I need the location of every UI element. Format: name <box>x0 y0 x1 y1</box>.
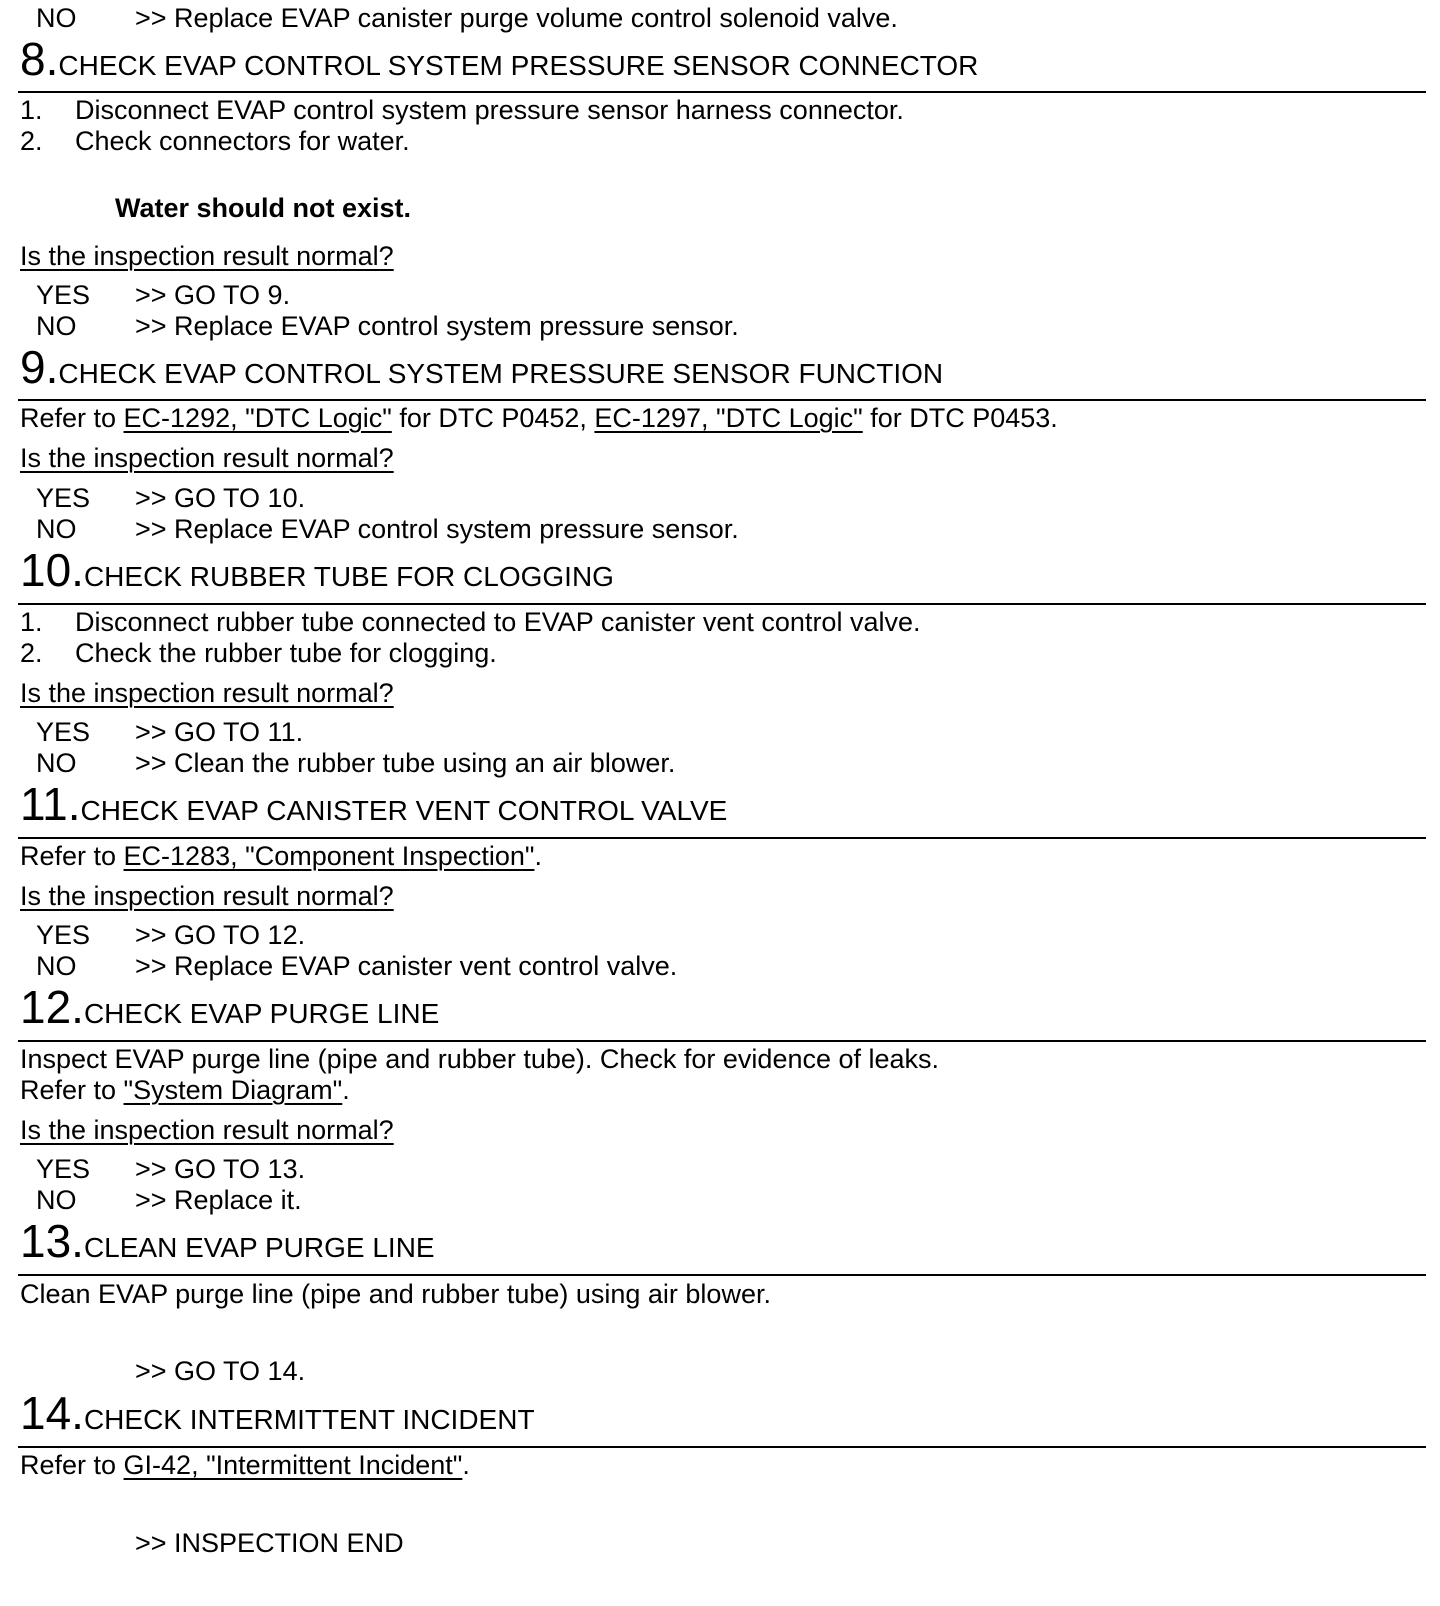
step-13-heading <box>20 1216 435 1266</box>
divider <box>18 837 1426 839</box>
body-text: Clean EVAP purge line (pipe and rubber tube) using air blower. <box>20 1279 771 1309</box>
step-number: 13. <box>20 1215 84 1267</box>
reference-middle: for DTC P0452, <box>391 403 595 433</box>
reference-line <box>20 1449 470 1481</box>
answer-yes-label: YES <box>36 920 91 950</box>
divider <box>18 1040 1426 1042</box>
list-item: Check the rubber tube for clogging. <box>75 638 497 668</box>
answer-no-label: NO <box>36 1185 77 1215</box>
step-title: CHECK INTERMITTENT INCIDENT <box>83 1404 535 1435</box>
reference-link-intermittent-incident[interactable]: GI-42, "Intermittent Incident" <box>123 1450 463 1480</box>
list-item: Check connectors for water. <box>75 126 410 156</box>
step-title: CHECK EVAP CONTROL SYSTEM PRESSURE SENSOR CONNECTOR <box>58 50 979 81</box>
answer-yes-text: >> GO TO 12. <box>135 920 306 950</box>
answer-yes-text: >> GO TO 11. <box>135 717 304 747</box>
divider <box>18 399 1426 401</box>
answer-no-label: NO <box>36 514 77 544</box>
reference-suffix: . <box>534 841 542 871</box>
goto-text: >> GO TO 14. <box>135 1356 306 1386</box>
step-title: CHECK RUBBER TUBE FOR CLOGGING <box>83 561 614 592</box>
step-number: 12. <box>20 981 84 1033</box>
inspection-question: Is the inspection result normal? <box>20 881 394 911</box>
reference-prefix: Refer to <box>20 841 124 871</box>
reference-link-dtc-p0452[interactable]: EC-1292, "DTC Logic" <box>123 403 392 433</box>
step-number: 10. <box>20 544 84 596</box>
reference-prefix: Refer to <box>20 1075 124 1105</box>
step-number: 8. <box>20 33 59 85</box>
list-item: Disconnect rubber tube connected to EVAP canister vent control valve. <box>75 607 921 637</box>
answer-no-text: >> Replace it. <box>135 1185 302 1215</box>
list-number: 2. <box>20 126 43 156</box>
reference-link-system-diagram[interactable]: "System Diagram" <box>123 1075 343 1105</box>
step-number: 11. <box>20 778 81 830</box>
step-14-heading <box>20 1388 535 1438</box>
step-12-heading <box>20 982 439 1032</box>
reference-suffix: . <box>342 1075 350 1105</box>
reference-prefix: Refer to <box>20 403 124 433</box>
divider <box>18 1274 1426 1276</box>
reference-suffix: for DTC P0453. <box>862 403 1058 433</box>
answer-no-label: NO <box>36 311 77 341</box>
answer-yes-label: YES <box>36 1154 91 1184</box>
reference-line <box>20 402 1058 434</box>
divider <box>18 603 1426 605</box>
step-title: CHECK EVAP PURGE LINE <box>83 998 440 1029</box>
reference-line <box>20 840 542 872</box>
answer-yes-label: YES <box>36 280 91 310</box>
divider <box>18 91 1426 93</box>
answer-no-text: >> Replace EVAP control system pressure sensor. <box>135 311 739 341</box>
divider <box>18 1446 1426 1448</box>
answer-yes-text: >> GO TO 9. <box>135 280 291 310</box>
inspection-question: Is the inspection result normal? <box>20 241 394 271</box>
answer-no-text: >> Replace EVAP control system pressure sensor. <box>135 514 739 544</box>
answer-no-text: >> Replace EVAP canister purge volume control solenoid valve. <box>135 3 898 33</box>
list-number: 1. <box>20 607 43 637</box>
end-text: >> INSPECTION END <box>135 1528 404 1558</box>
list-number: 2. <box>20 638 43 668</box>
answer-yes-text: >> GO TO 13. <box>135 1154 306 1184</box>
answer-no-label: NO <box>36 748 77 778</box>
answer-yes-text: >> GO TO 10. <box>135 483 306 513</box>
step-9-heading <box>20 342 943 392</box>
body-text: Inspect EVAP purge line (pipe and rubber tube). Check for evidence of leaks. <box>20 1044 940 1074</box>
step-10-heading <box>20 545 614 595</box>
reference-suffix: . <box>462 1450 470 1480</box>
inspection-question: Is the inspection result normal? <box>20 443 394 473</box>
step-number: 14. <box>20 1387 84 1439</box>
step-11-heading <box>20 779 727 829</box>
answer-yes-label: YES <box>36 717 91 747</box>
list-number: 1. <box>20 95 43 125</box>
note-text: Water should not exist. <box>115 193 412 223</box>
step-number: 9. <box>20 341 59 393</box>
step-title: CLEAN EVAP PURGE LINE <box>83 1232 435 1263</box>
step-title: CHECK EVAP CONTROL SYSTEM PRESSURE SENSOR FUNCTION <box>58 358 944 389</box>
inspection-question: Is the inspection result normal? <box>20 1115 394 1145</box>
reference-link-dtc-p0453[interactable]: EC-1297, "DTC Logic" <box>594 403 863 433</box>
answer-no-text: >> Replace EVAP canister vent control valve. <box>135 951 678 981</box>
answer-no-label: NO <box>36 951 77 981</box>
step-title: CHECK EVAP CANISTER VENT CONTROL VALVE <box>80 795 728 826</box>
step-8-heading <box>20 34 978 84</box>
answer-yes-label: YES <box>36 483 91 513</box>
reference-prefix: Refer to <box>20 1450 124 1480</box>
reference-link-component-inspection[interactable]: EC-1283, "Component Inspection" <box>123 841 535 871</box>
reference-line <box>20 1074 350 1106</box>
list-item: Disconnect EVAP control system pressure sensor harness connector. <box>75 95 904 125</box>
answer-no-label: NO <box>36 3 77 33</box>
inspection-question: Is the inspection result normal? <box>20 678 394 708</box>
answer-no-text: >> Clean the rubber tube using an air blower. <box>135 748 676 778</box>
